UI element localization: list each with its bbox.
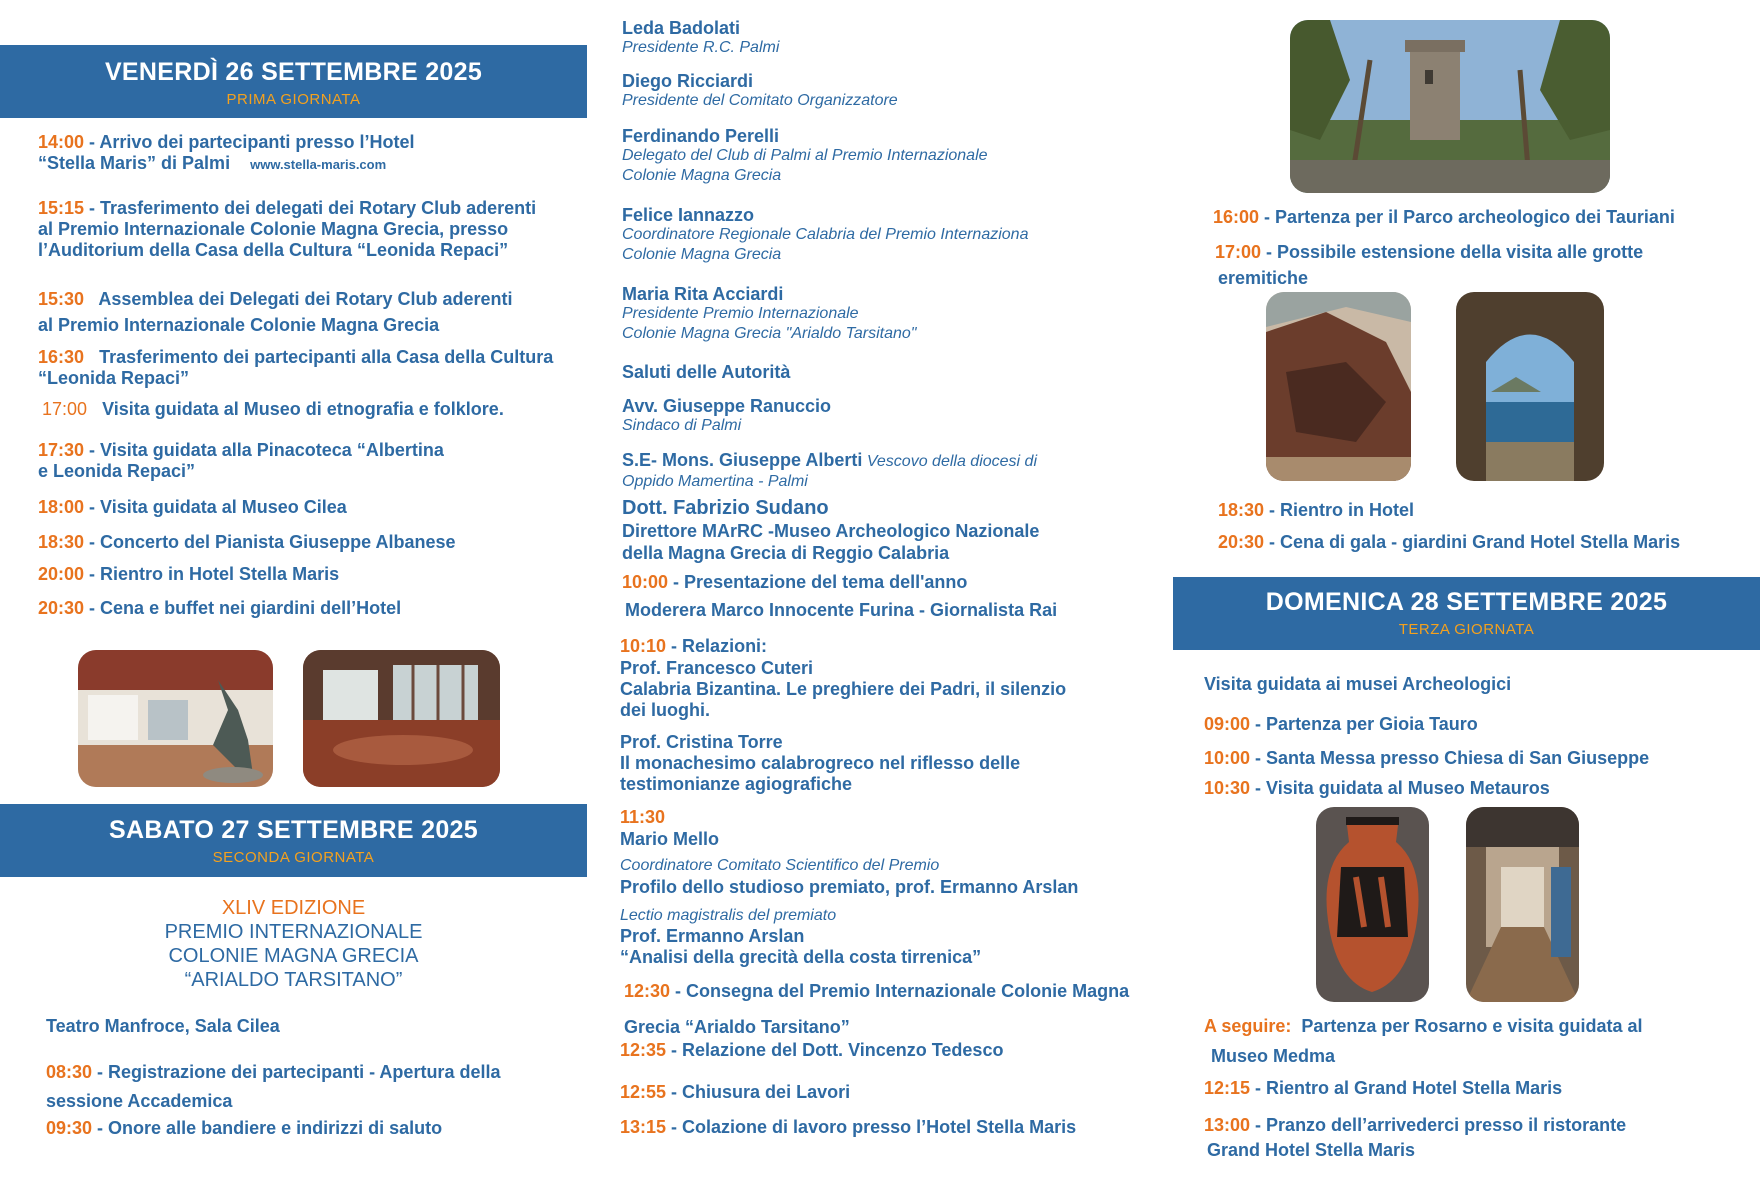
speaker-ricciardi: Diego Ricciardi Presidente del Comitato Organizzatore <box>622 71 898 109</box>
day1-item-1700: 17:00 Visita guidata al Museo di etnografia e folklore. <box>42 399 504 419</box>
speaker-sudano: Dott. Fabrizio Sudano Direttore MArRC -Museo Archeologico Nazionale della Magna Grecia di Reggio Calabria <box>622 497 1040 563</box>
day1-item-1630: 16:30 Trasferimento dei partecipanti alla Casa della Cultura “Leonida Repaci” <box>38 347 554 388</box>
col3-item-2030: 20:30 - Cena di gala - giardini Grand Hotel Stella Maris <box>1218 532 1681 552</box>
time: 14:00 <box>38 132 85 152</box>
day2-item-0830: 08:30 - Registrazione dei partecipanti - Apertura della sessione Accademica <box>46 1062 501 1111</box>
mello-block: Coordinatore Comitato Scientifico del Premio Profilo dello studioso premiato, prof. Ermanno Arslan <box>620 857 1079 897</box>
edition-label: XLIV EDIZIONE <box>221 897 366 919</box>
saluti-heading: Saluti delle Autorità <box>622 362 791 382</box>
museum-hall-photo <box>303 650 500 787</box>
day3-item-1000: 10:00 - Santa Messa presso Chiesa di San Giuseppe <box>1204 748 1650 768</box>
day1-banner <box>0 45 587 118</box>
day3-banner <box>1173 577 1760 650</box>
day3-a-seguire: A seguire: Partenza per Rosarno e visita guidata al Museo Medma <box>1204 1016 1643 1066</box>
prize-line-3: “ARIALDO TARSITANO” <box>184 969 403 991</box>
tower-ruins-photo <box>1290 20 1610 193</box>
speaker-acciardi: Maria Rita Acciardi Presidente Premio Internazionale Colonie Magna Grecia "Arialdo Tarsitano" <box>622 284 917 342</box>
speaker-iannazzo: Felice Iannazzo Coordinatore Regionale Calabria del Premio Internaziona Colonie Magna Grecia <box>622 205 1029 263</box>
day3-intro: Visita guidata ai musei Archeologici <box>1204 674 1512 694</box>
day2-item-0930: 09:30 - Onore alle bandiere e indirizzi di saluto <box>46 1118 443 1138</box>
relatore-cuteri: Prof. Francesco Cuteri Calabria Bizantina. Le preghiere dei Padri, il silenzio dei luoghi. <box>620 658 1067 720</box>
day1-subtitle: PRIMA GIORNATA <box>226 91 361 108</box>
col2-item-1000: 10:00 - Presentazione del tema dell'anno <box>622 572 968 592</box>
day3-item-1300: 13:00 - Pranzo dell’arrivederci presso il ristorante Grand Hotel Stella Maris <box>1204 1115 1627 1160</box>
day1-item-1400: 14:00 - Arrivo dei partecipanti presso l’Hotel “Stella Maris” di Palmi www.stella-maris.com <box>38 132 415 173</box>
col2-item-1235: 12:35 - Relazione del Dott. Vincenzo Tedesco <box>620 1040 1004 1060</box>
speaker-ranuccio: Avv. Giuseppe Ranuccio Sindaco di Palmi <box>622 396 832 434</box>
hotel-website-link[interactable]: www.stella-maris.com <box>250 157 387 172</box>
day3-item-1215: 12:15 - Rientro al Grand Hotel Stella Maris <box>1204 1078 1563 1098</box>
greek-vase-photo <box>1316 807 1429 1002</box>
day2-banner <box>0 804 587 877</box>
col2-item-1315: 13:15 - Colazione di lavoro presso l’Hotel Stella Maris <box>620 1117 1077 1137</box>
day3-title: DOMENICA 28 SETTEMBRE 2025 <box>1265 588 1668 616</box>
col3-item-1700: 17:00 - Possibile estensione della visita alle grotte eremitiche <box>1215 242 1644 288</box>
col3-item-1600: 16:00 - Partenza per il Parco archeologico dei Tauriani <box>1213 207 1675 227</box>
moderator-line: Moderera Marco Innocente Furina - Giornalista Rai <box>625 600 1058 620</box>
relatore-torre: Prof. Cristina Torre Il monachesimo calabrogreco nel riflesso delle testimonianze agiografiche <box>620 732 1021 794</box>
day2-subtitle: SECONDA GIORNATA <box>212 849 375 866</box>
venue: Teatro Manfroce, Sala Cilea <box>46 1016 280 1036</box>
prize-line-2: COLONIE MAGNA GRECIA <box>168 945 419 967</box>
day1-item-1730: 17:30 - Visita guidata alla Pinacoteca “Albertina e Leonida Repaci” <box>38 440 444 481</box>
day3-subtitle: TERZA GIORNATA <box>1398 621 1535 638</box>
col2-item-1130: 11:30 Mario Mello <box>620 807 720 849</box>
day3-item-0900: 09:00 - Partenza per Gioia Tauro <box>1204 714 1478 734</box>
arch-sea-view-photo <box>1456 292 1604 481</box>
edition-block <box>0 896 587 992</box>
day1-item-2000: 20:00 - Rientro in Hotel Stella Maris <box>38 564 340 584</box>
day1-item-1830: 18:30 - Concerto del Pianista Giuseppe Albanese <box>38 532 456 552</box>
day1-item-2030: 20:30 - Cena e buffet nei giardini dell’Hotel <box>38 598 402 618</box>
speaker-alberti: S.E- Mons. Giuseppe Alberti Vescovo della diocesi di Oppido Mamertina - Palmi <box>622 450 1037 490</box>
day2-title: SABATO 27 SETTEMBRE 2025 <box>109 816 478 844</box>
speaker-badolati: Leda Badolati Presidente R.C. Palmi <box>622 18 780 56</box>
museum-statue-photo <box>78 650 273 787</box>
day1-title: VENERDÌ 26 SETTEMBRE 2025 <box>104 58 483 86</box>
col2-item-1230: 12:30 - Consegna del Premio Internazionale Colonie Magna Grecia “Arialdo Tarsitano” <box>624 981 1130 1037</box>
col2-item-1010: 10:10 - Relazioni: <box>620 636 768 656</box>
col2-item-1255: 12:55 - Chiusura dei Lavori <box>620 1082 851 1102</box>
day1-item-1800: 18:00 - Visita guidata al Museo Cilea <box>38 497 347 517</box>
prize-line-1: PREMIO INTERNAZIONALE <box>164 921 423 943</box>
museum-corridor-photo <box>1466 807 1579 1002</box>
lectio-block: Lectio magistralis del premiato Prof. Ermanno Arslan “Analisi della grecità della costa tirrenica” <box>620 907 982 967</box>
day1-item-1515: 15:15 - Trasferimento dei delegati dei Rotary Club aderenti al Premio Internazionale Colonie Magna Grecia, presso l’Auditorium della Casa della Cultura “Leonida Repaci” <box>38 198 537 260</box>
speaker-perelli: Ferdinando Perelli Delegato del Club di Palmi al Premio Internazionale Colonie Magna Grecia <box>622 126 988 184</box>
day1-item-1530: 15:30 Assemblea dei Delegati dei Rotary Club aderenti al Premio Internazionale Colonie Magna Grecia <box>38 289 513 335</box>
day3-item-1030: 10:30 - Visita guidata al Museo Metauros <box>1204 778 1550 798</box>
col3-item-1830: 18:30 - Rientro in Hotel <box>1218 500 1415 520</box>
cave-rock-photo <box>1266 292 1411 481</box>
